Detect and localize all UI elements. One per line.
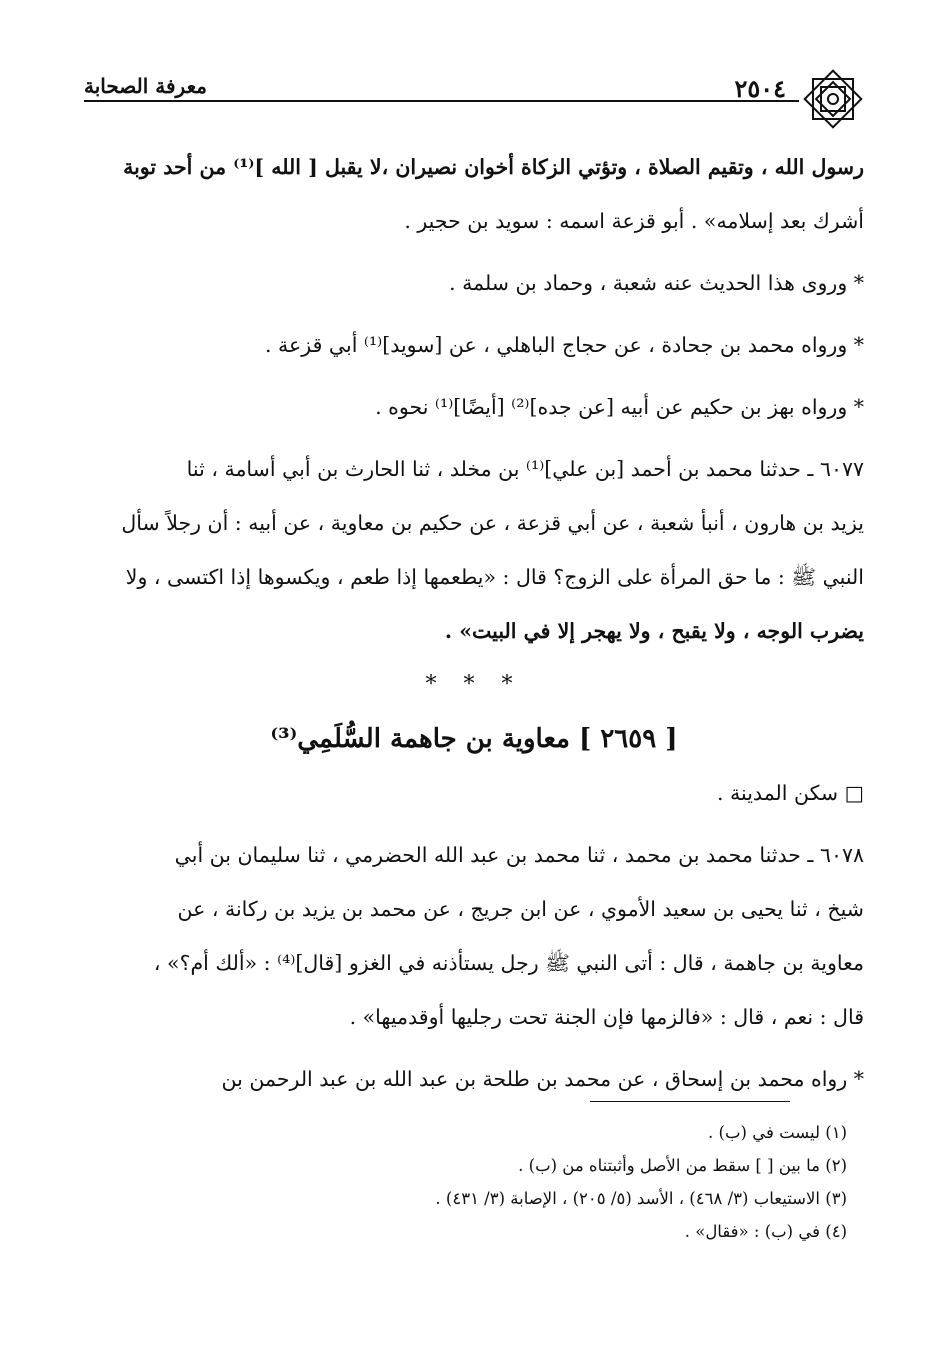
text-line: النبي ﷺ : ما حق المرأة على الزوج؟ قال : «يطعمها إذا طعم ، ويكسوها إذا اكتسى ، ولا — [125, 565, 864, 589]
footnote-separator — [590, 1101, 790, 1102]
footnotes — [127, 1116, 847, 1248]
paragraph: * ورواه بهز بن حكيم عن أبيه [عن جده]⁽²⁾ [أيضًا]⁽¹⁾ نحوه . — [375, 395, 864, 419]
main-text — [84, 140, 864, 1106]
text-line: يزيد بن هارون ، أنبأ شعبة ، عن أبي قزعة ، عن حكيم بن معاوية ، عن أبيه : أن رجلاً سأل — [121, 511, 864, 535]
text-line: ٦٠٧٧ ـ حدثنا محمد بن أحمد [بن علي]⁽¹⁾ بن مخلد ، ثنا الحارث بن أبي أسامة ، ثنا — [186, 457, 864, 481]
entry-title: [ ٢٦٥٩ ] معاوية بن جاهمة السُّلَمِي⁽³⁾ — [270, 724, 678, 754]
text-line: رسول الله ، وتقيم الصلاة ، وتؤتي الزكاة أخوان نصيران ،لا يقبل [ الله ]⁽¹⁾ من أحد توبة — [123, 155, 864, 179]
text-line: معاوية بن جاهمة ، قال : أتى النبي ﷺ رجل يستأذنه في الغزو [قال]⁽⁴⁾ : «ألك أم؟» ، — [153, 951, 864, 975]
text-line: ٦٠٧٨ ـ حدثنا محمد بن محمد ، ثنا محمد بن عبد الله الحضرمي ، ثنا سليمان بن أبي — [174, 843, 864, 867]
footnote: (١) ليست في (ب) . — [708, 1123, 847, 1142]
text-line: قال : نعم ، قال : «فالزمها فإن الجنة تحت رجليها أوقدميها» . — [349, 1005, 864, 1029]
header-rule — [84, 100, 799, 102]
text-line: أشرك بعد إسلامه» . أبو قزعة اسمه : سويد بن حجير . — [404, 209, 864, 233]
text-line: شيخ ، ثنا يحيى بن سعيد الأموي ، عن ابن جريج ، عن محمد بن يزيد بن ركانة ، عن — [177, 897, 864, 921]
text-line: يضرب الوجه ، ولا يقبح ، ولا يهجر إلا في البيت» . — [444, 619, 864, 643]
running-title: معرفة الصحابة — [84, 74, 207, 98]
page-header — [84, 56, 864, 116]
octagonal-star-ornament-icon — [802, 68, 864, 130]
footnote: (٣) الاستيعاب (٣/ ٤٦٨) ، الأسد (٥/ ٢٠٥) ، الإصابة (٣/ ٤٣١) . — [435, 1189, 847, 1208]
paragraph: * ورواه محمد بن جحادة ، عن حجاج الباهلي ، عن [سويد]⁽¹⁾ أبي قزعة . — [265, 333, 864, 357]
page-number: ٢٥٠٤ — [734, 74, 786, 103]
section-divider-stars: * * * — [425, 672, 523, 697]
paragraph: □ سكن المدينة . — [717, 781, 864, 805]
footnote: (٢) ما بين [ ] سقط من الأصل وأثبتناه من (ب) . — [518, 1156, 847, 1175]
paragraph: * وروى هذا الحديث عنه شعبة ، وحماد بن سلمة . — [449, 271, 864, 295]
footnote: (٤) في (ب) : «فقال» . — [684, 1222, 847, 1241]
paragraph: * رواه محمد بن إسحاق ، عن محمد بن طلحة بن عبد الله بن عبد الرحمن بن — [221, 1067, 864, 1091]
